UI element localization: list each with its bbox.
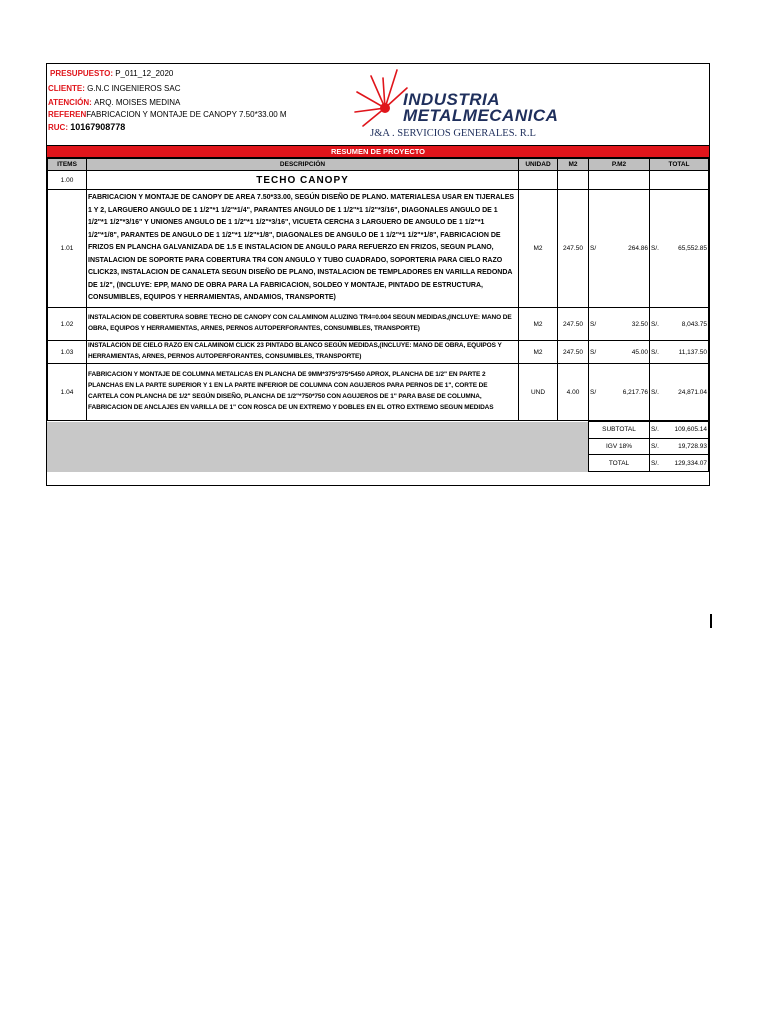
currency-symbol: S/. <box>651 348 659 356</box>
summary-band: RESUMEN DE PROYECTO <box>47 145 709 158</box>
price-value: 264.86 <box>628 245 648 252</box>
atencion-label: ATENCIÓN: <box>48 98 92 107</box>
presupuesto-line <box>50 69 173 78</box>
section-title: TECHO CANOPY <box>87 171 519 190</box>
row-total <box>650 341 709 364</box>
total-value: 11,137.50 <box>678 348 707 356</box>
ruc-label: RUC: <box>48 123 68 132</box>
currency-symbol: S/. <box>651 388 659 396</box>
ruc-line <box>48 122 125 132</box>
totals-value <box>650 422 709 439</box>
presupuesto-value: P_011_12_2020 <box>115 69 174 78</box>
currency-symbol: S/ <box>590 388 597 396</box>
row-m2: 4.00 <box>558 364 589 421</box>
table-row <box>48 190 709 308</box>
row-description: INSTALACION DE COBERTURA SOBRE TECHO DE CANOPY CON CALAMINOM ALUZING TR4=0.004 SEGUN MEDIDAS,(INCLUYE: MANO DE OBRA, EQUIPOS Y HERRAMIENTAS, ARNES, PERNOS AUTOPERFORANTES, CONSUMIBLES, TRANSPORTE) <box>87 308 519 341</box>
quote-sheet <box>46 63 710 486</box>
row-unit: M2 <box>519 341 558 364</box>
grand-total-value: 129,334.07 <box>674 459 707 467</box>
totals-label: TOTAL <box>589 455 650 472</box>
company-logo <box>353 68 559 142</box>
row-total <box>650 364 709 421</box>
total-value: 65,552.85 <box>678 245 707 252</box>
totals-value <box>650 455 709 472</box>
row-item: 1.01 <box>48 190 87 308</box>
price-value: 45.00 <box>631 348 648 356</box>
table-row <box>48 364 709 421</box>
table-row <box>48 308 709 341</box>
quote-header <box>47 64 709 145</box>
cliente-value: G.N.C INGENIEROS SAC <box>87 84 181 93</box>
col-total: TOTAL <box>650 159 709 171</box>
row-m2: 247.50 <box>558 341 589 364</box>
row-total <box>650 190 709 308</box>
col-descripcion: DESCRIPCIÓN <box>87 159 519 171</box>
row-price <box>589 364 650 421</box>
totals-label: SUBTOTAL <box>589 422 650 439</box>
price-value: 6,217.76 <box>622 388 648 396</box>
totals-label: IGV 18% <box>589 438 650 455</box>
totals-row <box>47 422 709 439</box>
currency-symbol: S/. <box>651 459 659 467</box>
currency-symbol: S/. <box>651 320 659 328</box>
section-row <box>48 171 709 190</box>
totals-filler <box>47 422 589 472</box>
igv-value: 19,728.93 <box>678 442 707 450</box>
totals-block <box>47 421 709 472</box>
row-m2: 247.50 <box>558 190 589 308</box>
total-value: 8,043.75 <box>681 320 707 328</box>
currency-symbol: S/ <box>590 348 597 356</box>
row-item: 1.04 <box>48 364 87 421</box>
empty-cell <box>650 171 709 190</box>
cliente-line <box>48 84 180 93</box>
atencion-line <box>48 98 180 107</box>
currency-symbol: S/ <box>590 320 597 328</box>
currency-symbol: S/. <box>651 442 659 450</box>
text-cursor <box>710 614 712 628</box>
row-total <box>650 308 709 341</box>
logo-subtitle: J&A . SERVICIOS GENERALES. R.L <box>370 128 536 139</box>
cliente-label: CLIENTE: <box>48 84 85 93</box>
logo-title-line1: INDUSTRIA <box>403 90 501 109</box>
table-row <box>48 341 709 364</box>
row-unit: M2 <box>519 190 558 308</box>
row-description: INSTALACION DE CIELO RAZO EN CALAMINOM CLICK 23 PINTADO BLANCO SEGÚN MEDIDAS,(INCLUYE: MANO DE OBRA, EQUIPOS Y HERRAMIENTAS, ARNES, PERNOS AUTOPERFORANTES, CONSUMIBLES, TRANSPORTE) <box>87 341 519 364</box>
row-unit: M2 <box>519 308 558 341</box>
referencia-line <box>48 110 287 119</box>
table-header-row <box>48 159 709 171</box>
quote-table <box>47 158 709 421</box>
total-value: 24,871.04 <box>678 388 707 396</box>
row-price <box>589 341 650 364</box>
atencion-value: ARQ. MOISES MEDINA <box>94 98 181 107</box>
row-description: FABRICACION Y MONTAJE DE CANOPY DE AREA 7.50*33.00, SEGÚN DISEÑO DE PLANO. MATERIALESA USAR EN TIJERALES 1 Y 2, LARGUERO ANGULO DE 1 1/2"*1 1/2"*1/4", PARANTES ANGULO DE 1 1/2"*1 1/2"*3/16", DIAGONALES ANGULO DE 1 1/2"*1 1/2"*3/16" Y UNIONES ANGULO DE 1 1/2"*1 1/2"*3/16", VICUETA CERCHA 3 LARGUERO DE ANGULO DE 1 1/2"*1 1/2"*1/8", PARANTES DE ANGULO DE 1 1/2"*1 1/2"*1/8", DIAGONALES DE ANGULO DE 1 1/2"*1 1/2"*1/8", FABRICACION DE FRIZOS EN PLANCHA GALVANIZADA DE 1.5 E INSTALACION DE ANGULO PARA REFUERZO EN FRIZOS, SEGUN PLANO, INSTALACION DE SOPORTE PARA COBERTURA TR4 CON ANGULO Y TUBO CUADRADO, SOPORTERIA PARA CIELO RAZO CLICK23, INSTALACION DE CANALETA SEGUN DISEÑO DE PLANO, INSTALACION DE TEMPLADORES EN VARILLA REDONDA DE 1/2", (INCLUYE: EPP, MANO DE OBRA PARA LA FABRICACION, SOLDEO Y MONTAJE, PINTADO DE ESTRUCTURA, CONSUMIBLES, EQUIPOS Y HERRAMIENTAS, ANDAMIOS, TRANSPORTE) <box>87 190 519 308</box>
totals-value <box>650 438 709 455</box>
empty-cell <box>519 171 558 190</box>
row-description: FABRICACION Y MONTAJE DE COLUMNA METALICAS EN PLANCHA DE 9MM*375*375*5450 APROX, PLANCHA DE 1/2" EN PARTE 2 PLANCHAS EN LA PARTE SUPERIOR Y 1 EN LA PARTE INFERIOR DE COLUMNA CON AGUJEROS PARA PERNOS DE 1", CORTE DE CARTELA CON PLANCHA DE 1/2" SEGÚN DISEÑO, PLANCHA DE 1/2"*750*750 CON AGUJEROS DE 1" PARA BASE DE COLUMNA, FABRICACION DE ANCLAJES EN VARILLA DE 1" CON ROSCA DE UN EXTREMO Y DOBLES EN EL OTRO EXTREMO SEGUN MEDIDAS <box>87 364 519 421</box>
row-unit: UND <box>519 364 558 421</box>
row-m2: 247.50 <box>558 308 589 341</box>
referencia-value: FABRICACION Y MONTAJE DE CANOPY 7.50*33.00 M <box>86 110 287 119</box>
col-unidad: UNIDAD <box>519 159 558 171</box>
price-value: 32.50 <box>631 320 648 328</box>
col-pm2: P.M2 <box>589 159 650 171</box>
empty-cell <box>589 171 650 190</box>
logo-title-line2: METALMECANICA <box>403 106 559 125</box>
referencia-label: REFEREN <box>48 110 87 119</box>
presupuesto-label: PRESUPUESTO: <box>50 69 113 78</box>
currency-symbol: S/ <box>590 245 597 252</box>
empty-cell <box>558 171 589 190</box>
currency-symbol: S/. <box>651 426 659 434</box>
col-items: ITEMS <box>48 159 87 171</box>
col-m2: M2 <box>558 159 589 171</box>
row-price <box>589 190 650 308</box>
ruc-value: 10167908778 <box>70 122 126 132</box>
row-item: 1.02 <box>48 308 87 341</box>
subtotal-value: 109,605.14 <box>674 426 707 434</box>
section-item: 1.00 <box>48 171 87 190</box>
row-price <box>589 308 650 341</box>
row-item: 1.03 <box>48 341 87 364</box>
currency-symbol: S/. <box>651 245 659 252</box>
